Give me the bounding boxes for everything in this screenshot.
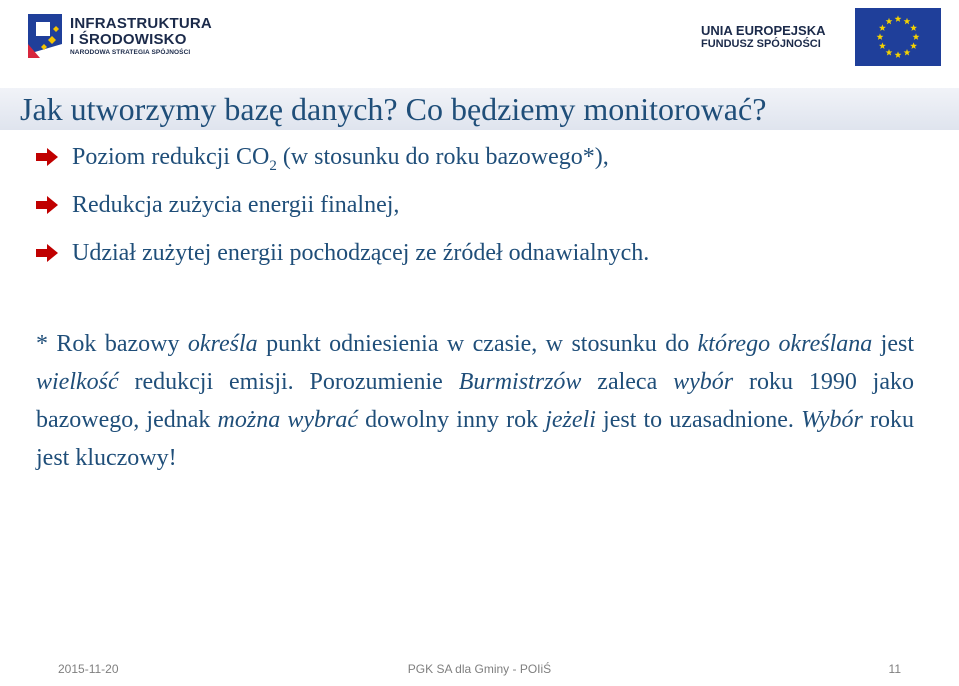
red-arrow-icon [36,244,58,262]
note-segment: jest [872,331,914,357]
note-segment: dowolny inny rok [358,407,546,433]
bullet-item-co2 [36,142,936,190]
note-segment-italic: którego określana [697,331,873,357]
bullet-text: Poziom redukcji $CO_2$ (w stosunku do roku bazowego*), [72,144,609,174]
bullet-item-renewables [36,238,936,286]
nss-emblem-icon [26,14,66,60]
eu-line-2: FUNDUSZ SPÓJNOŚCI [701,38,821,50]
bullet-text: Redukcja zużycia energii finalnej, [72,192,400,218]
footer-center-text: PGK SA dla Gminy - POIiŚ [407,662,552,676]
note-segment: roku 1990 jako bazowego, jednak [36,369,915,433]
note-segment-italic: wybór [673,369,734,395]
note-segment-italic: określa [187,331,258,357]
note-segment: jest to uzasadnione. [595,407,802,433]
note-segment-italic: Burmistrzów [458,369,582,395]
note-segment-italic: można wybrać [217,407,359,433]
footer-date: 2015-11-20 [58,662,119,676]
slide-title: Jak utworzymy bazę danych? Co będziemy monitorować? [20,91,767,127]
note-segment: redukcji emisji. Porozumienie [118,369,459,395]
note-segment: * Rok bazowy [36,331,188,357]
logo-line-3: NARODOWA STRATEGIA SPÓJNOŚCI [70,49,191,56]
eu-flag-icon [855,8,941,66]
base-year-note [36,325,914,477]
logo-line-2: I ŚRODOWISKO [70,31,187,48]
slide-number: 11 [888,662,901,676]
red-arrow-icon [36,196,58,214]
bullet-list [36,142,936,286]
red-arrow-icon [36,148,58,166]
logo-line-1: INFRASTRUKTURA [70,15,212,32]
bullet-item-energy [36,190,936,238]
note-segment: roku jest kluczowy! [36,407,914,471]
bullet-text: Udział zużytej energii pochodzącej ze źródeł odnawialnych. [72,240,650,266]
note-segment: zaleca [581,369,674,395]
note-segment-italic: Wybór [801,407,863,433]
eu-logo [701,8,941,66]
note-segment-italic: jeżeli [545,407,596,433]
note-segment: punkt odniesienia w czasie, w stosunku do [257,331,698,357]
note-segment-italic: wielkość [36,369,119,395]
eu-line-1: UNIA EUROPEJSKA [701,23,826,38]
infrastruktura-logo [26,10,212,64]
